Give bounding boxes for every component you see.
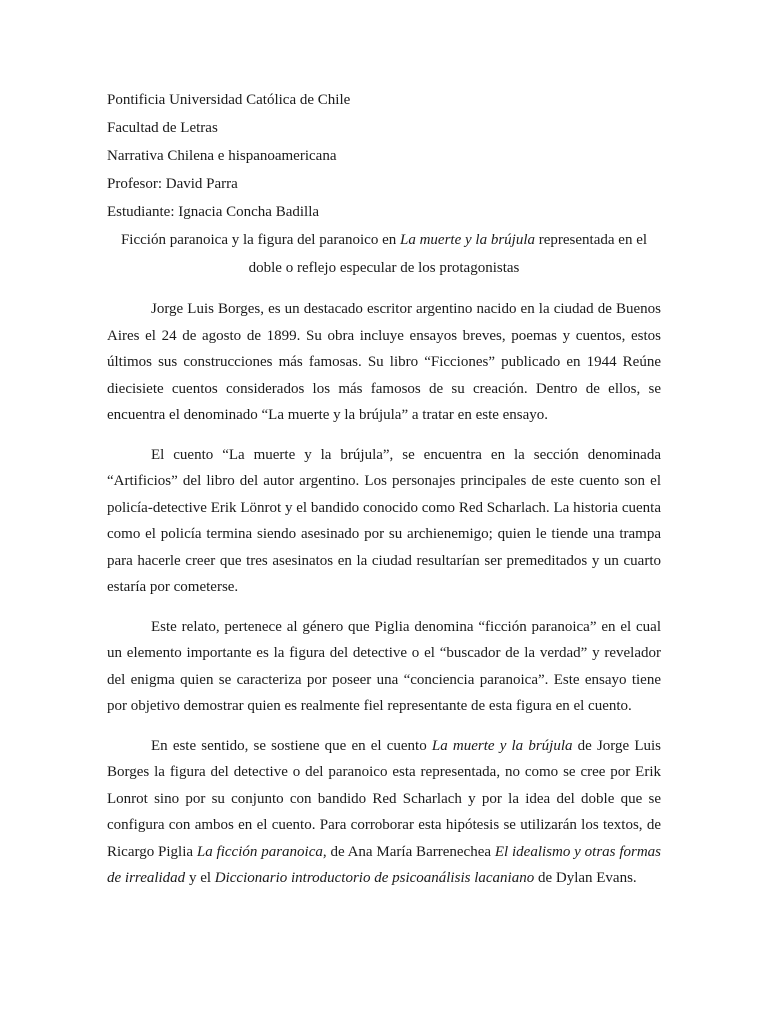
essay-title-line-2: doble o reflejo especular de los protagonistas: [248, 260, 520, 276]
paragraph-2: El cuento “La muerte y la brújula”, se encuentra en la sección denominada “Artificios” del libro del autor argentino. Los personajes principales de este cuento son el policía-detective Erik Lönrot y el bandido conocido como Red Scharlach. La historia cuenta como el policía termina siendo asesinado por su archienemigo; quien le tiende una trampa para hacerle creer que tres asesinatos en la ciudad resultarían ser premeditados y un cuarto estaría por cometerse.: [107, 446, 661, 595]
document-page: [107, 86, 661, 892]
paragraph-3: Este relato, pertenece al género que Piglia denomina “ficción paranoica” en el cual un elemento importante es la figura del detective o el “buscador de la verdad” y revelador del enigma quien se caracteriza por poseer una “conciencia paranoica”. Este ensayo tiene por objetivo demostrar quien es realmente fiel representante de esta figura en el cuento.: [107, 618, 661, 714]
essay-title: [107, 226, 661, 282]
work-title-la-muerte: La muerte y la brújula: [431, 737, 573, 754]
essay-title-work: La muerte y la brújula: [400, 232, 535, 248]
student-name: Estudiante: Ignacia Concha Badilla: [107, 204, 320, 220]
faculty-name: Facultad de Letras: [107, 120, 218, 136]
work-title-idealismo: El idealismo y otras formas de irrealidad: [107, 843, 661, 886]
course-name: Narrativa Chilena e hispanoamericana: [107, 148, 337, 164]
paragraph-4: En este sentido, se sostiene que en el cuento La muerte y la brújula de Jorge Luis Borges la figura del detective o del paranoico esta representada, no como se cree por Erik Lonrot sino por su conjunto con bandido Red Scharlach y por la idea del doble que se configura con ambos en el cuento. Para corroborar esta hipótesis se utilizarán los textos, de Ricargo Piglia La ficción paranoica, de Ana María Barrenechea El idealismo y otras formas de irrealidad y el Diccionario introductorio de psicoanálisis lacaniano de Dylan Evans.: [107, 737, 662, 886]
professor-name: Profesor: David Parra: [107, 176, 238, 192]
paragraph-1: Jorge Luis Borges, es un destacado escritor argentino nacido en la ciudad de Buenos Aires el 24 de agosto de 1899. Su obra incluye ensayos breves, poemas y cuentos, estos últimos sus construcciones más famosas. Su libro “Ficciones” publicado en 1944 Reúne diecisiete cuentos considerados los más famosos de su creación. Dentro de ellos, se encuentra el denominado “La muerte y la brújula” a tratar en este ensayo.: [107, 301, 661, 423]
essay-title-line-1: Ficción paranoica y la figura del paranoico en La muerte y la brújula representada en el: [120, 232, 648, 248]
work-title-ficcion-paranoica: La ficción paranoica: [196, 843, 323, 860]
university-name: Pontificia Universidad Católica de Chile: [107, 92, 351, 108]
work-title-diccionario: Diccionario introductorio de psicoanálisis lacaniano: [214, 870, 535, 886]
